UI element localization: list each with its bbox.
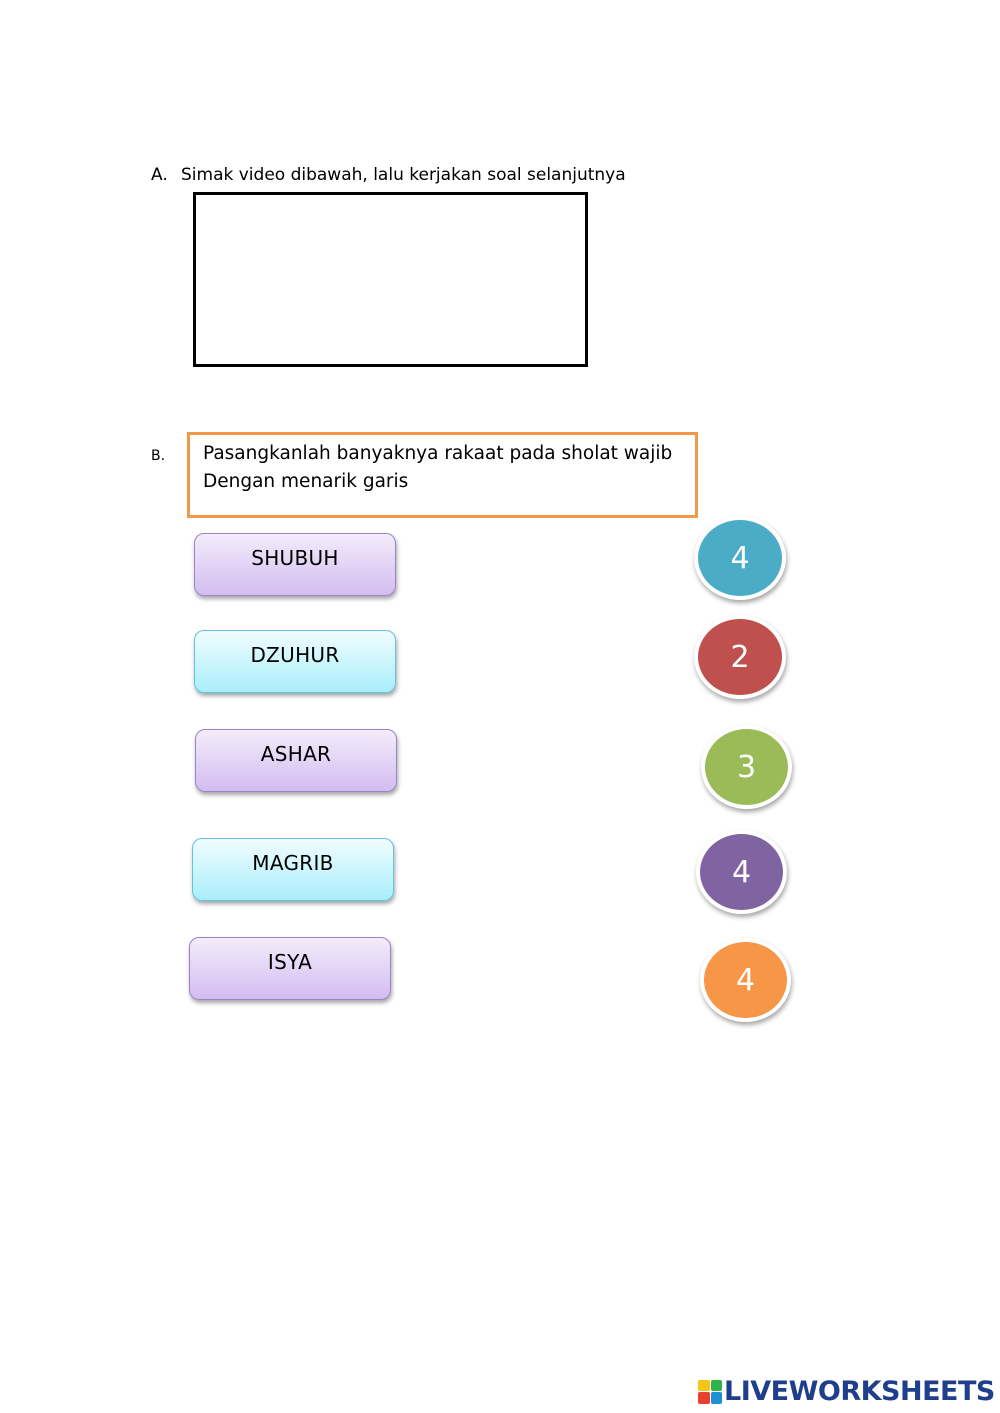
prayer-box-ashar[interactable] <box>195 729 397 792</box>
section-a-instruction: Simak video dibawah, lalu kerjakan soal selanjutnya <box>181 165 626 185</box>
video-placeholder[interactable] <box>193 192 588 367</box>
section-b-marker: B. <box>151 448 166 464</box>
rakaat-circle-5[interactable] <box>700 938 791 1022</box>
instruction-box <box>187 432 698 518</box>
prayer-label: ISYA <box>267 950 313 974</box>
rakaat-circle-2[interactable] <box>694 615 786 699</box>
prayer-box-isya[interactable] <box>189 937 391 1000</box>
rakaat-value: 4 <box>731 854 752 890</box>
rakaat-circle-1[interactable] <box>694 516 786 600</box>
instruction-line-1: Pasangkanlah banyaknya rakaat pada sholat wajib <box>203 443 673 464</box>
prayer-label: MAGRIB <box>252 851 334 875</box>
prayer-label: DZUHUR <box>250 643 340 667</box>
instruction-line-2: Dengan menarik garis <box>203 471 409 492</box>
prayer-box-magrib[interactable] <box>192 838 394 901</box>
prayer-label: ASHAR <box>260 742 332 766</box>
liveworksheets-logo <box>698 1376 995 1407</box>
section-a-marker: A. <box>151 165 168 185</box>
logo-mark-icon <box>698 1380 722 1404</box>
rakaat-value: 3 <box>736 749 757 785</box>
rakaat-value: 4 <box>730 540 750 576</box>
prayer-label: SHUBUH <box>251 546 339 570</box>
prayer-box-shubuh[interactable] <box>194 533 396 596</box>
rakaat-value: 4 <box>735 962 756 998</box>
rakaat-circle-3[interactable] <box>701 725 792 809</box>
rakaat-circle-4[interactable] <box>696 830 787 914</box>
logo-text: LIVEWORKSHEETS <box>724 1376 995 1407</box>
prayer-box-dzuhur[interactable] <box>194 630 396 693</box>
rakaat-value: 2 <box>730 639 750 675</box>
